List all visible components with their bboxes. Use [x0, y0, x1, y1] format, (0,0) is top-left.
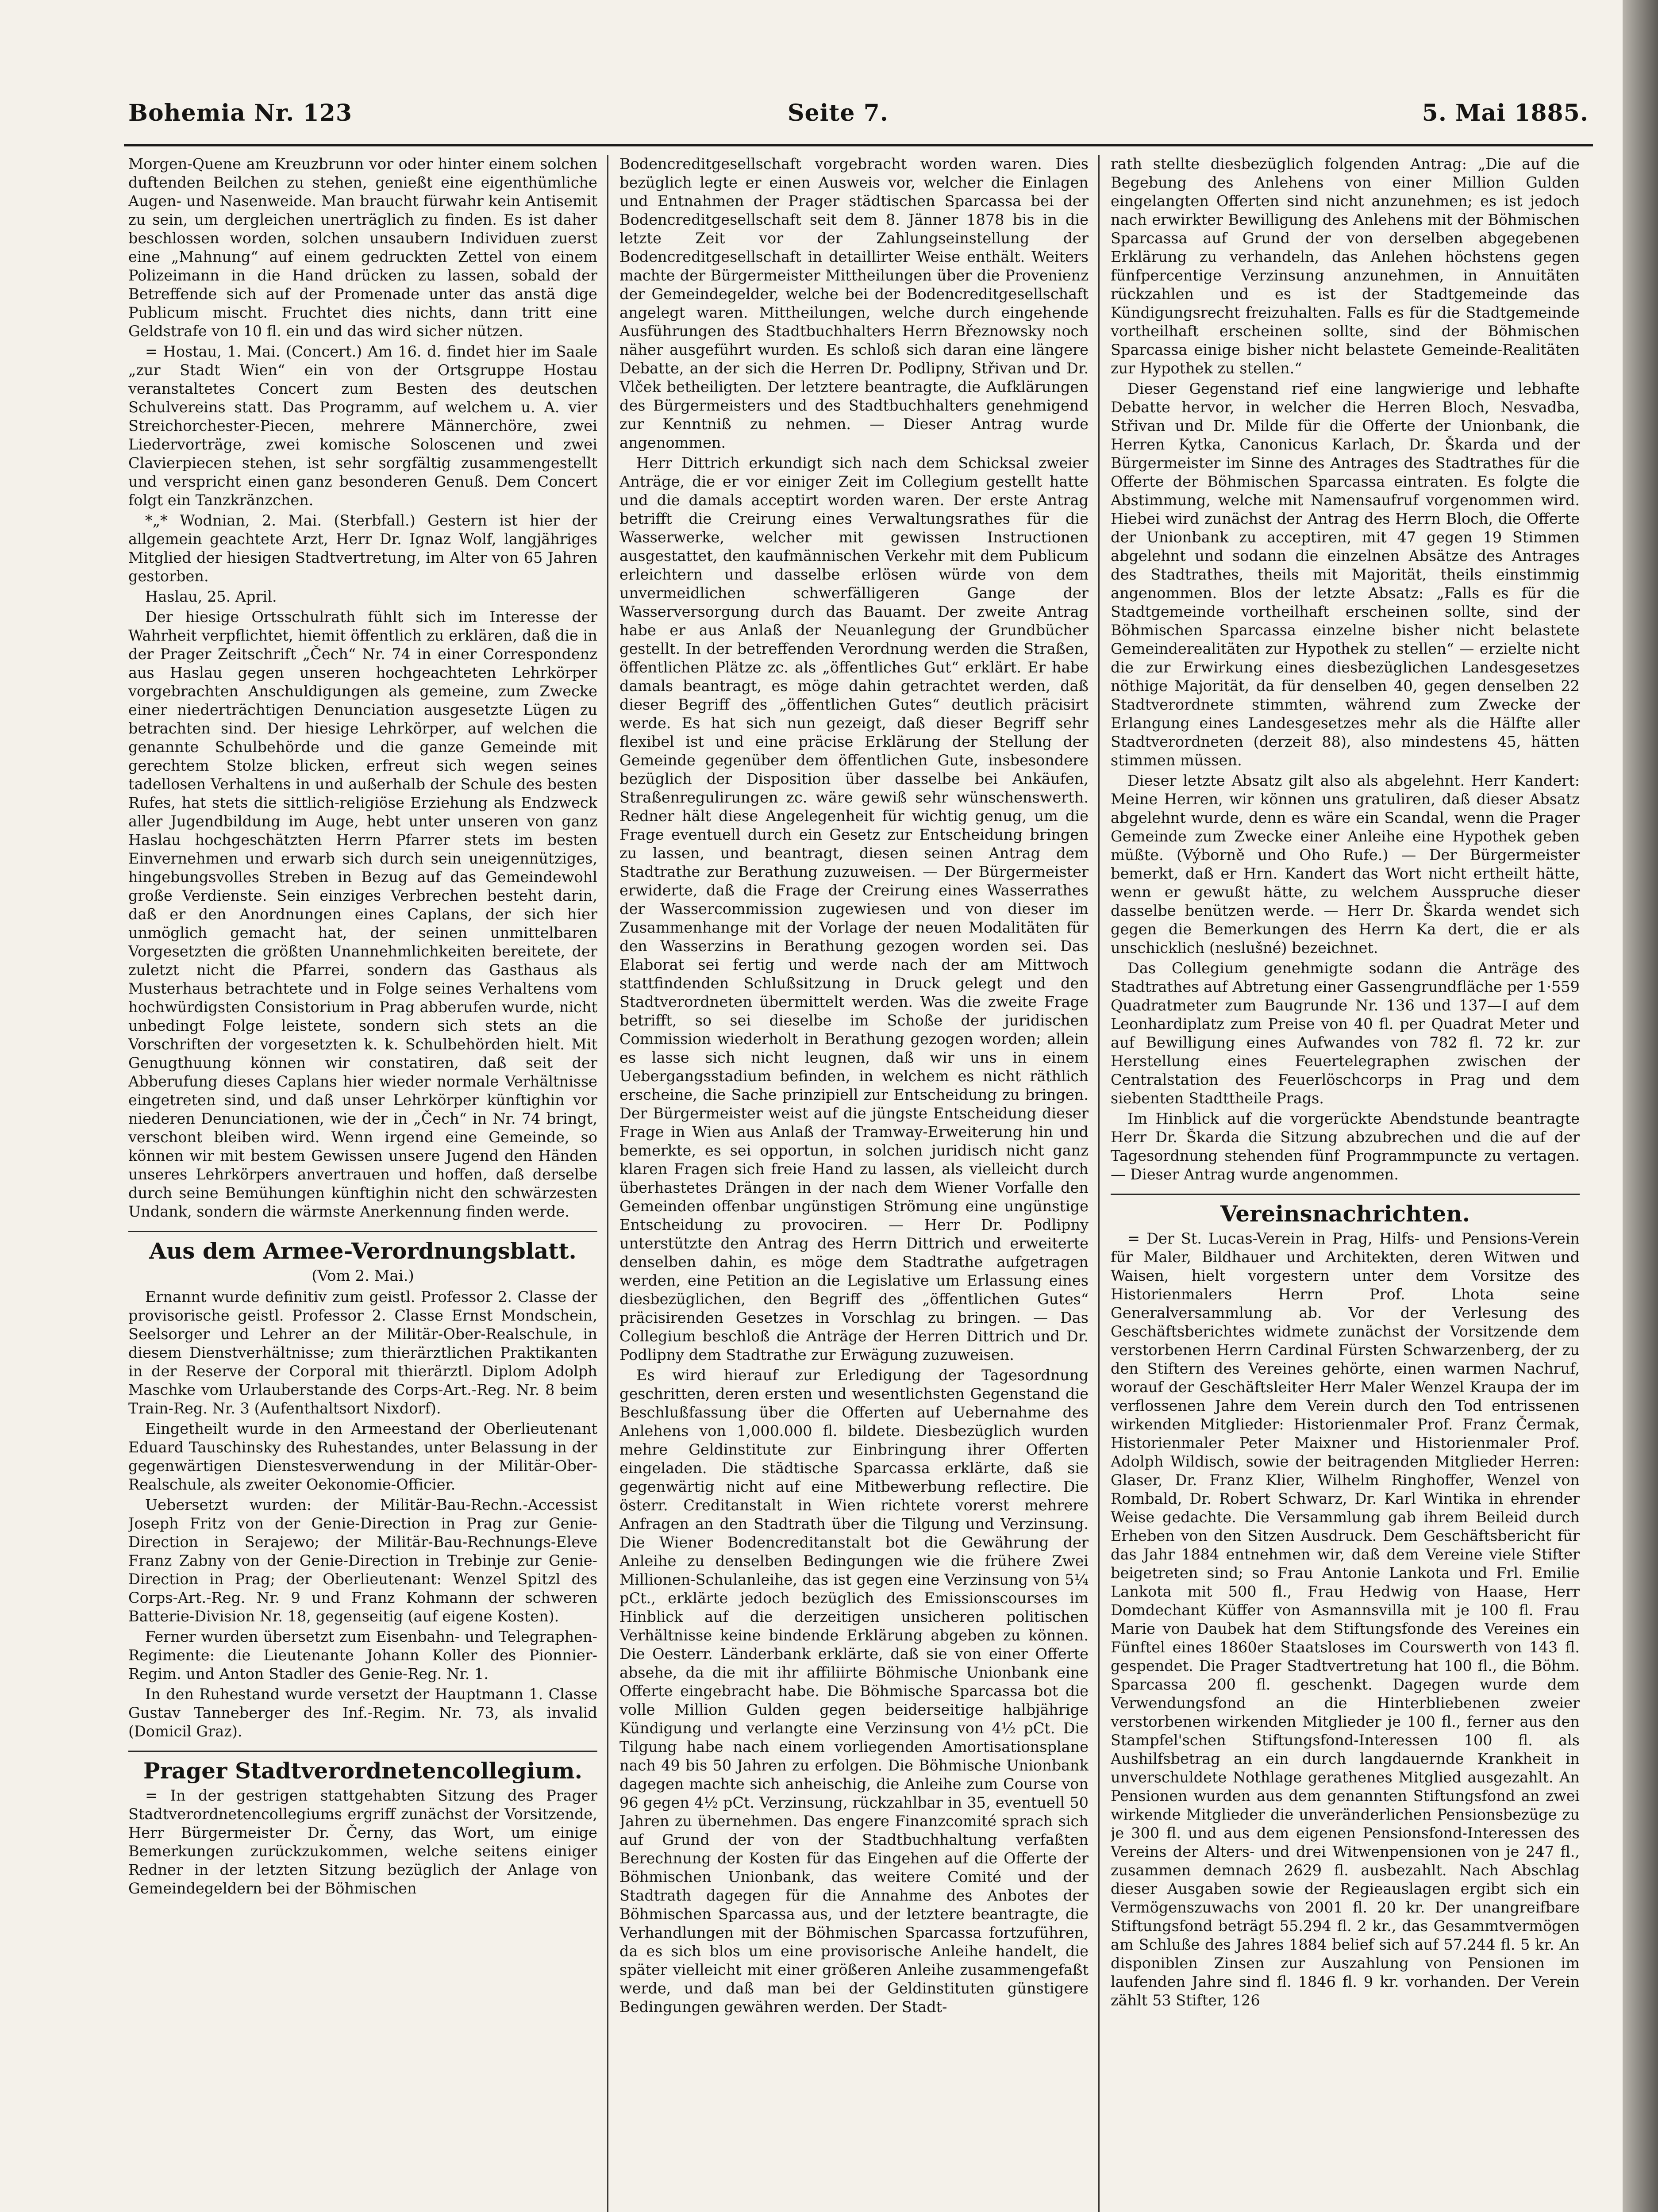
header-rule	[124, 144, 1593, 146]
scan-edge-shadow-right	[1623, 0, 1658, 2212]
column-3	[1111, 155, 1580, 2212]
stadtverordneten-paragraph: = In der gestrigen stattgehabten Sitzung des Prager Stadtverordnetencollegiums ergriff zunächst der Vorsitzende, Herr Bürgermeister Dr. Černy, das Wort, um einige Bemerkungen zurückzukommen, welche seitens einiger Redner in der letzten Sitzung bezüglich der Anlage von Gemeindegeldern bei der Böhmischen	[128, 1787, 597, 1897]
issue-date: 5. Mai 1885.	[1422, 100, 1589, 127]
vereins-paragraph: = Der St. Lucas-Verein in Prag, Hilfs- und Pensions-Verein für Maler, Bildhauer und Architekten, deren Witwen und Waisen, hielt vorgestern unter dem Vorsitze des Historienmalers Herrn Prof. Lhota seine Generalversammlung ab. Vor der Verlesung des Geschäftsberichtes widmete zunächst der Vorsitzende dem verstorbenen Herrn Cardinal Fürsten Schwarzenberg, der zu den Stiftern des Vereines gehörte, einen warmen Nachruf, worauf der Geschäftsleiter Herr Maler Wenzel Kraupa der im verflossenen Jahre dem Verein durch den Tod entrissenen wirkenden Mitglieder: Historienmaler Prof. Franz Čermak, Historienmaler Peter Maixner und Historienmaler Prof. Adolph Wildisch, sowie der beitragenden Mitglieder Herren: Glaser, Dr. Franz Klier, Wilhelm Ringhoffer, Wenzel von Rombald, Dr. Robert Schwarz, Dr. Karl Wintika in ehrender Weise gedachte. Die Versammlung gab ihrem Beileid durch Erheben von den Sitzen Ausdruck. Dem Geschäftsbericht für das Jahr 1884 entnehmen wir, daß dem Vereine viele Stifter beigetreten sind; so Frau Antonie Lankota und Frl. Emilie Lankota mit 500 fl., Frau Hedwig von Haase, Herr Domdechant Küffer von Asmannsvilla mit je 100 fl. Frau Marie von Daubek hat dem Stiftungsfonde des Vereines ein Fünftel eines 1860er Staatsloses im Courswerth von 143 fl. gespendet. Die Prager Stadtvertretung hat 100 fl., die Böhm. Sparcassa 200 fl. geschenkt. Dagegen wurde dem Verwendungsfond an die Hinterbliebenen zweier verstorbenen wirkenden Mitglieder je 100 fl., ferner aus den Stampfel'schen Stiftungsfond-Interessen 100 fl. als Aushilfsbetrag an ein durch langdauernde Krankheit in unverschuldete Nothlage gerathenes Mitglied ausgezahlt. An Pensionen wurden aus dem genannten Stiftungsfond an zwei wirkende Mitglieder die unveränderlichen Pensionsbezüge zu je 300 fl. und aus dem eigenen Pensionsfond-Interessen des Vereins der Alters- und drei Witwenpensionen von je 247 fl., zusammen demnach 2629 fl. ausbezahlt. Nach Abschlag dieser Ausgaben sowie der Regieauslagen ergibt sich ein Vermögenszuwachs von 2001 fl. 20 kr. Der unangreifbare Stiftungsfond beträgt 55.294 fl. 2 kr., das Gesammtvermögen am Schluße des Jahres 1884 belief sich auf 57.244 fl. 5 kr. An disponiblen Zinsen zur Auszahlung von Pensionen im laufenden Jahre sind fl. 1846 fl. 9 kr. vorhanden. Der Verein zählt 53 Stifter, 126	[1111, 1230, 1580, 2009]
column-divider-2	[1098, 155, 1100, 2212]
issue-number: Bohemia Nr. 123	[128, 100, 353, 127]
article-text: Morgen-Quene am Kreuzbrunn vor oder hinter einem solchen duftenden Beilchen zu stehen, genießt eine eigenthümliche Augen- und Nasenweide. Man braucht fürwahr kein Antisemit zu sein, um dergleichen unerträglich zu finden. Es ist daher beschlossen worden, solchen unsaubern Individuen zuerst eine „Mahnung“ auf einem gedruckten Zettel von einem Polizeimann in die Hand drücken zu lassen, sobald der Betreffende sich auf der Promenade unter das anstä dige Publicum mischt. Fruchtet dies nichts, dann tritt eine Geldstrafe von 10 fl. ein und das wird sicher nützen.	[128, 155, 597, 340]
stadtverordneten-paragraph: Bodencreditgesellschaft vorgebracht worden waren. Dies bezüglich legte er einen Ausweis vor, welcher die Einlagen und Entnahmen der Prager städtischen Sparcassa bei der Bodencreditgesellschaft seit dem 8. Jänner 1878 bis in die letzte Zeit vor der Zahlungseinstellung der Bodencreditgesellschaft in detaillirter Weise enthält. Weiters machte der Bürgermeister Mittheilungen über die Provenienz der Gemeindegelder, welche bei der Bodencreditgesellschaft angelegt waren. Mittheilungen, welche durch eingehende Ausführungen des Stadtbuchhalters Herrn Březnowsky noch näher ausgeführt wurden. Es schloß sich daran eine längere Debatte, an der sich die Herren Dr. Podlipny, Střivan und Dr. Vlček betheiligten. Der letztere beantragte, die Aufklärungen des Bürgermeisters und des Stadtbuchhalters genehmigend zur Kenntniß zu nehmen. — Dieser Antrag wurde angenommen.	[619, 155, 1089, 451]
section-title-stadtverordneten: Prager Stadtverordnetencollegium.	[128, 1751, 597, 1785]
column-1	[128, 155, 597, 2212]
running-head	[80, 100, 1593, 139]
section-subtitle-armee: (Vom 2. Mai.)	[312, 1267, 414, 1285]
stadtverordneten-paragraph: Herr Dittrich erkundigt sich nach dem Schicksal zweier Anträge, die er vor einiger Zeit im Collegium gestellt hatte und die damals acceptirt worden waren. Der erste Antrag betrifft die Creirung eines Verwaltungsrathes für die Wasserwerke, welcher mit gewissen Instructionen ausgestattet, den kaufmännischen Verkehr mit dem Publicum erleichtern und dasselbe erlösen würde von dem unvermeidlichen schwerfälligeren Gange der Wasserversorgung durch das Bauamt. Der zweite Antrag habe er aus Anlaß der Neuanlegung der Grundbücher gestellt. In der betreffenden Verordnung werden die Straßen, öffentlichen Plätze zc. als „öffentliches Gut“ erklärt. Er habe damals beantragt, es möge dahin getrachtet werden, daß dieser Begriff des „öffentlichen Gutes“ deutlich präcisirt werde. Es hat sich nun gezeigt, daß dieser Begriff sehr flexibel ist und eine präcise Erklärung der Stellung der Gemeinde gegenüber dem öffentlichen Gute, insbesondere bezüglich der Disposition über dasselbe bei Ankäufen, Straßenregulirungen zc. wäre gewiß sehr wünschenswerth. Redner hält diese Angelegenheit für wichtig genug, um die Frage eventuell durch ein Gesetz zur Entscheidung bringen zu lassen, und beantragt, diesen seinen Antrag dem Stadtrathe zur Berathung zuzuweisen. — Der Bürgermeister erwiderte, daß die Frage der Creirung eines Wasserrathes der Wassercommission zugewiesen und von dieser im Zusammenhange mit der Vorlage der neuen Modalitäten für den Wasserzins in Berathung gezogen worden sei. Das Elaborat sei fertig und werde nach der am Mittwoch stattfindenden Schlußsitzung in Druck gelegt und den Stadtverordneten übermittelt werden. Was die zweite Frage betrifft, so sei dieselbe im Schoße der juridischen Commission wiederholt in Berathung gezogen worden; allein es lasse sich nicht leugnen, daß wir uns in einem Uebergangsstadium befinden, in welchem es nicht räthlich erscheine, die Sache prinzipiell zur Entscheidung zu bringen. Der Bürgermeister weist auf die jüngste Entscheidung dieser Frage in Wien aus Anlaß der Tramway-Erweiterung hin und bemerkte, es sei opportun, in solchen juridisch nicht ganz klaren Fragen sich freie Hand zu lassen, als vielleicht durch überhastetes Drängen in der nach dem Wiener Vorfalle den Gemeinden offenbar ungünstigen Strömung eine ungünstige Entscheidung zu provociren. — Herr Dr. Podlipny unterstützte den Antrag des Herrn Dittrich und erweiterte denselben dahin, es möge dem Stadtrathe aufgetragen werden, eine Petition an die Legislative um Erlassung eines diesbezüglichen, den Begriff des „öffentlichen Gutes“ präcisirenden Gesetzes in Vorschlag zu bringen. — Das Collegium beschloß die Anträge der Herren Dittrich und Dr. Podlipny dem Stadtrathe zur Erwägung zuzuweisen.	[619, 454, 1089, 1363]
armee-paragraph: Eingetheilt wurde in den Armeestand der Oberlieutenant Eduard Tauschinsky des Ruhestandes, unter Belassung in der gegenwärtigen Dienstesverwendung in der Militär-Ober-Realschule, als zweiter Oekonomie-Officier.	[128, 1420, 597, 1493]
section-title-vereinsnachrichten: Vereinsnachrichten.	[1111, 1194, 1580, 1228]
column-2	[619, 155, 1089, 2212]
stadtverordneten-paragraph: Das Collegium genehmigte sodann die Anträge des Stadtrathes auf Abtretung einer Gassengrundfläche per 1·559 Quadratmeter zum Baugrunde Nr. 136 und 137—I auf dem Leonhardiplatz zum Preise von 40 fl. per Quadrat Meter und auf Bewilligung eines Aufwandes von 782 fl. 72 kr. zur Herstellung eines Feuertelegraphen zwischen der Centralstation des Feuerlöschcorps in Prag und dem siebenten Stadttheile Prags.	[1111, 960, 1580, 1107]
stadtverordneten-paragraph: Im Hinblick auf die vorgerückte Abendstunde beantragte Herr Dr. Škarda die Sitzung abzubrechen und die auf der Tagesordnung stehenden fünf Programmpuncte zu vertagen. — Dieser Antrag wurde angenommen.	[1111, 1110, 1580, 1183]
news-item-wodnian: *„* Wodnian, 2. Mai. (Sterbfall.) Gestern ist hier der allgemein geachtete Arzt, Herr Dr. Ignaz Wolf, langjähriges Mitglied der hiesigen Stadtvertretung, im Alter von 65 Jahren gestorben.	[128, 512, 597, 585]
armee-paragraph: In den Ruhestand wurde versetzt der Hauptmann 1. Classe Gustav Tanneberger des Inf.-Regim. Nr. 73, als invalid (Domicil Graz).	[128, 1686, 597, 1740]
armee-paragraph: Ferner wurden übersetzt zum Eisenbahn- und Telegraphen-Regimente: die Lieutenante Johann Koller des Pionnier-Regim. und Anton Stadler des Genie-Reg. Nr. 1.	[128, 1628, 597, 1682]
section-title-armee: Aus dem Armee-Verordnungsblatt.	[128, 1231, 597, 1265]
dateline-haslau: Haslau, 25. April.	[145, 588, 277, 605]
page-number: Seite 7.	[788, 100, 889, 127]
column-divider-1	[607, 155, 608, 2212]
stadtverordneten-paragraph: Dieser letzte Absatz gilt also als abgelehnt. Herr Kandert: Meine Herren, wir können uns gratuliren, daß dieser Absatz abgelehnt wurde, denn es wäre ein Scandal, wenn die Prager Gemeinde zum Zwecke einer Anleihe eine Hypothek geben müßte. (Výborně und Oho Rufe.) — Der Bürgermeister bemerkt, daß er Hrn. Kandert das Wort nicht ertheilt hätte, wenn er gewußt hätte, zu welchem Ausspruche dieser dasselbe benützen werde. — Herr Dr. Škarda wendet sich gegen die Bemerkungen des Herrn Ka dert, die er als unschicklich (neslušné) bezeichnet.	[1111, 772, 1580, 956]
news-item-hostau: = Hostau, 1. Mai. (Concert.) Am 16. d. findet hier im Saale „zur Stadt Wien“ ein von der Ortsgruppe Hostau veranstaltetes Concert zum Besten des deutschen Schulvereins statt. Das Programm, auf welchem u. A. vier Streichorchester-Piecen, mehrere Männerchöre, zwei Liedervorträge, zwei komische Soloscenen und zwei Clavierpiecen stehen, ist sehr sorgfältig zusammengestellt und verspricht einen ganz besonderen Genuß. Dem Concert folgt ein Tanzkränzchen.	[128, 343, 597, 509]
newspaper-page	[80, 49, 1593, 2212]
news-item-haslau: Der hiesige Ortsschulrath fühlt sich im Interesse der Wahrheit verpflichtet, hiemit öffentlich zu erklären, daß die in der Prager Zeitschrift „Čech“ Nr. 74 in einer Correspondenz aus Haslau gegen unseren hochgeachteten Lehrkörper vorgebrachten Anschuldigungen als gemeine, zum Zwecke einer niederträchtigen Denunciation ausgesetzte Lügen zu betrachten sind. Der hiesige Lehrkörper, auf welchen die genannte Schulbehörde und die ganze Gemeinde mit gerechtem Stolze blicken, erfreut sich wegen seines tadellosen Verhaltens in und außerhalb der Schule des besten Rufes, hat stets die sittlich-religiöse Erziehung als Endzweck aller Jugendbildung im Auge, hebt unter unseren von ganz Haslau hochgeschätzten Herrn Pfarrer stets im besten Einvernehmen und erwarb sich durch sein uneigennütziges, hingebungsvolles Streben in Bezug auf das Gemeindewohl große Verdienste. Sein einziges Verbrechen besteht darin, daß er den Anordnungen eines Caplans, der sich hier unmöglich gemacht hat, der seinen unmittelbaren Vorgesetzten die größten Unannehmlichkeiten bereitete, der zuletzt nicht die Pfarrei, sondern das Gasthaus als Musterhaus betrachtete und in Folge seines Verhaltens vom hochwürdigsten Consistorium in Prag abberufen wurde, nicht unbedingt Folge leistete, sondern sich stets an die Vorschriften der vorgesetzten k. k. Schulbehörden hielt. Mit Genugthuung können wir constatiren, daß seit der Abberufung dieses Caplans hier wieder normale Verhältnisse eingetreten sind, und daß unser Lehrkörper künftighin vor niederen Denunciationen, wie der in „Čech“ in Nr. 74 bringt, verschont bleiben wird. Wenn irgend eine Gemeinde, so können wir mit bestem Gewissen unsere Jugend den Händen unseres Lehrkörpers anvertrauen und hoffen, daß derselbe durch seine Bemühungen künftighin nicht den schwärzesten Undank, sondern die wärmste Anerkennung finden werde.	[128, 608, 597, 1220]
armee-paragraph: Ernannt wurde definitiv zum geistl. Professor 2. Classe der provisorische geistl. Professor 2. Classe Ernst Mondschein, Seelsorger und Lehrer an der Militär-Ober-Realschule, in diesem Dienstverhältnisse; zum thierärztlichen Praktikanten in der Reserve der Corporal mit thierärztl. Diplom Adolph Maschke vom Urlauberstande des Corps-Art.-Reg. Nr. 8 beim Train-Reg. Nr. 3 (Aufenthaltsort Nixdorf).	[128, 1288, 597, 1417]
armee-paragraph: Uebersetzt wurden: der Militär-Bau-Rechn.-Accessist Joseph Fritz von der Genie-Direction in Prag zur Genie-Direction in Serajewo; der Militär-Bau-Rechnungs-Eleve Franz Zabny von der Genie-Direction in Trebinje zur Genie-Direction in Prag; der Oberlieutenant: Wenzel Spitzl des Corps-Art.-Reg. Nr. 9 und Franz Kohmann der schweren Batterie-Division Nr. 18, gegenseitig (auf eigene Kosten).	[128, 1496, 597, 1625]
stadtverordneten-paragraph: Es wird hierauf zur Erledigung der Tagesordnung geschritten, deren ersten und wesentlichsten Gegenstand die Beschlußfassung über die Offerten auf Uebernahme des Anlehens von 1,000.000 fl. bildete. Diesbezüglich wurden mehre Geldinstitute zur Einbringung ihrer Offerten eingeladen. Die städtische Sparcassa erklärte, daß sie gegenwärtig nicht auf eine Mitbewerbung reflectire. Die österr. Creditanstalt in Wien richtete vorerst mehrere Anfragen an den Stadtrath über die Tilgung und Verzinsung. Die Wiener Bodencreditanstalt bot die Gewährung der Anleihe zu denselben Bedingungen wie die frühere Zwei Millionen-Schulanleihe, das ist gegen eine Verzinsung von 5¼ pCt., erklärte jedoch bezüglich des Emissionscourses im Hinblick auf die derzeitigen unsicheren politischen Verhältnisse keine bindende Erklärung abgeben zu können. Die Oesterr. Länderbank erklärte, daß sie von einer Offerte absehe, da die mit ihr affiliirte Böhmische Unionbank eine Offerte eingebracht habe. Die Böhmische Sparcassa bot die volle Million Gulden gegen beiderseitige halbjährige Kündigung und verlangte eine Verzinsung von 4½ pCt. Die Tilgung habe nach einem vorliegenden Amortisationsplane nach 49 bis 50 Jahren zu erfolgen. Die Böhmische Unionbank dagegen machte sich anheischig, die Anleihe zum Course von 96 gegen 4½ pCt. Verzinsung, rückzahlbar in 35, eventuell 50 Jahren zu übernehmen. Das engere Finanzcomité sprach sich auf Grund der von der Stadtbuchhaltung verfaßten Berechnung der Kosten für das Eingehen auf die Offerte der Böhmischen Unionbank, das weitere Comité und der Stadtrath dagegen für die Annahme des Anbotes der Böhmischen Sparcassa aus, und der letztere beantragte, die Verhandlungen mit der Böhmischen Sparcassa fortzuführen, da es sich blos um eine provisorische Anleihe handelt, die später vielleicht mit einer größeren Anleihe zusammengefaßt werde, und daß man bei der Geldinstituten günstigere Bedingungen gewähren werden. Der Stadt-	[619, 1367, 1089, 2016]
stadtverordneten-paragraph: rath stellte diesbezüglich folgenden Antrag: „Die auf die Begebung des Anlehens von einer Million Gulden eingelangten Offerten sind nicht anzunehmen; es ist jedoch nach erwirkter Bewilligung des Anlehens mit der Böhmischen Sparcassa auf Grund der von derselben abgegebenen Erklärung zu verhandeln, das Anlehen höchstens gegen fünfpercentige Verzinsung anzunehmen, in Annuitäten rückzahlen und es ist der Stadtgemeinde das Kündigungsrecht freizuhalten. Falls es für die Stadtgemeinde vortheilhaft erscheinen sollte, sind der Böhmischen Sparcassa einige bisher nicht belastete Gemeinde-Realitäten zur Hypothek zu stellen.“	[1111, 155, 1580, 377]
stadtverordneten-paragraph: Dieser Gegenstand rief eine langwierige und lebhafte Debatte hervor, in welcher die Herren Bloch, Nesvadba, Střivan und Dr. Milde für die Offerte der Unionbank, die Herren Kytka, Canonicus Karlach, Dr. Škarda und der Bürgermeister im Sinne des Antrages des Stadtrathes für die Offerte der Böhmischen Sparcassa eintraten. Es folgte die Abstimmung, welche mit Namensaufruf vorgenommen wird. Hiebei wird zunächst der Antrag des Herrn Bloch, die Offerte der Unionbank zu acceptiren, mit 47 gegen 19 Stimmen abgelehnt und sodann die einzelnen Absätze des Antrages des Stadtrathes, theils mit Majorität, theils einstimmig angenommen. Blos der letzte Absatz: „Falls es für die Stadtgemeinde vortheilhaft erscheinen sollte, sind der Böhmischen Sparcassa einzelne bisher nicht belastete Gemeinderealitäten zur Hypothek zu stellen“ — erzielte nicht die zur Erwirkung eines diesbezüglichen Landesgesetzes nöthige Majorität, da für denselben 40, gegen denselben 22 Stadtverordnete stimmten, während zum Zwecke der Erlangung eines Landesgesetzes mehr als die Hälfte aller Stadtverordneten (derzeit 88), also mindestens 45, hätten stimmen müssen.	[1111, 380, 1580, 769]
